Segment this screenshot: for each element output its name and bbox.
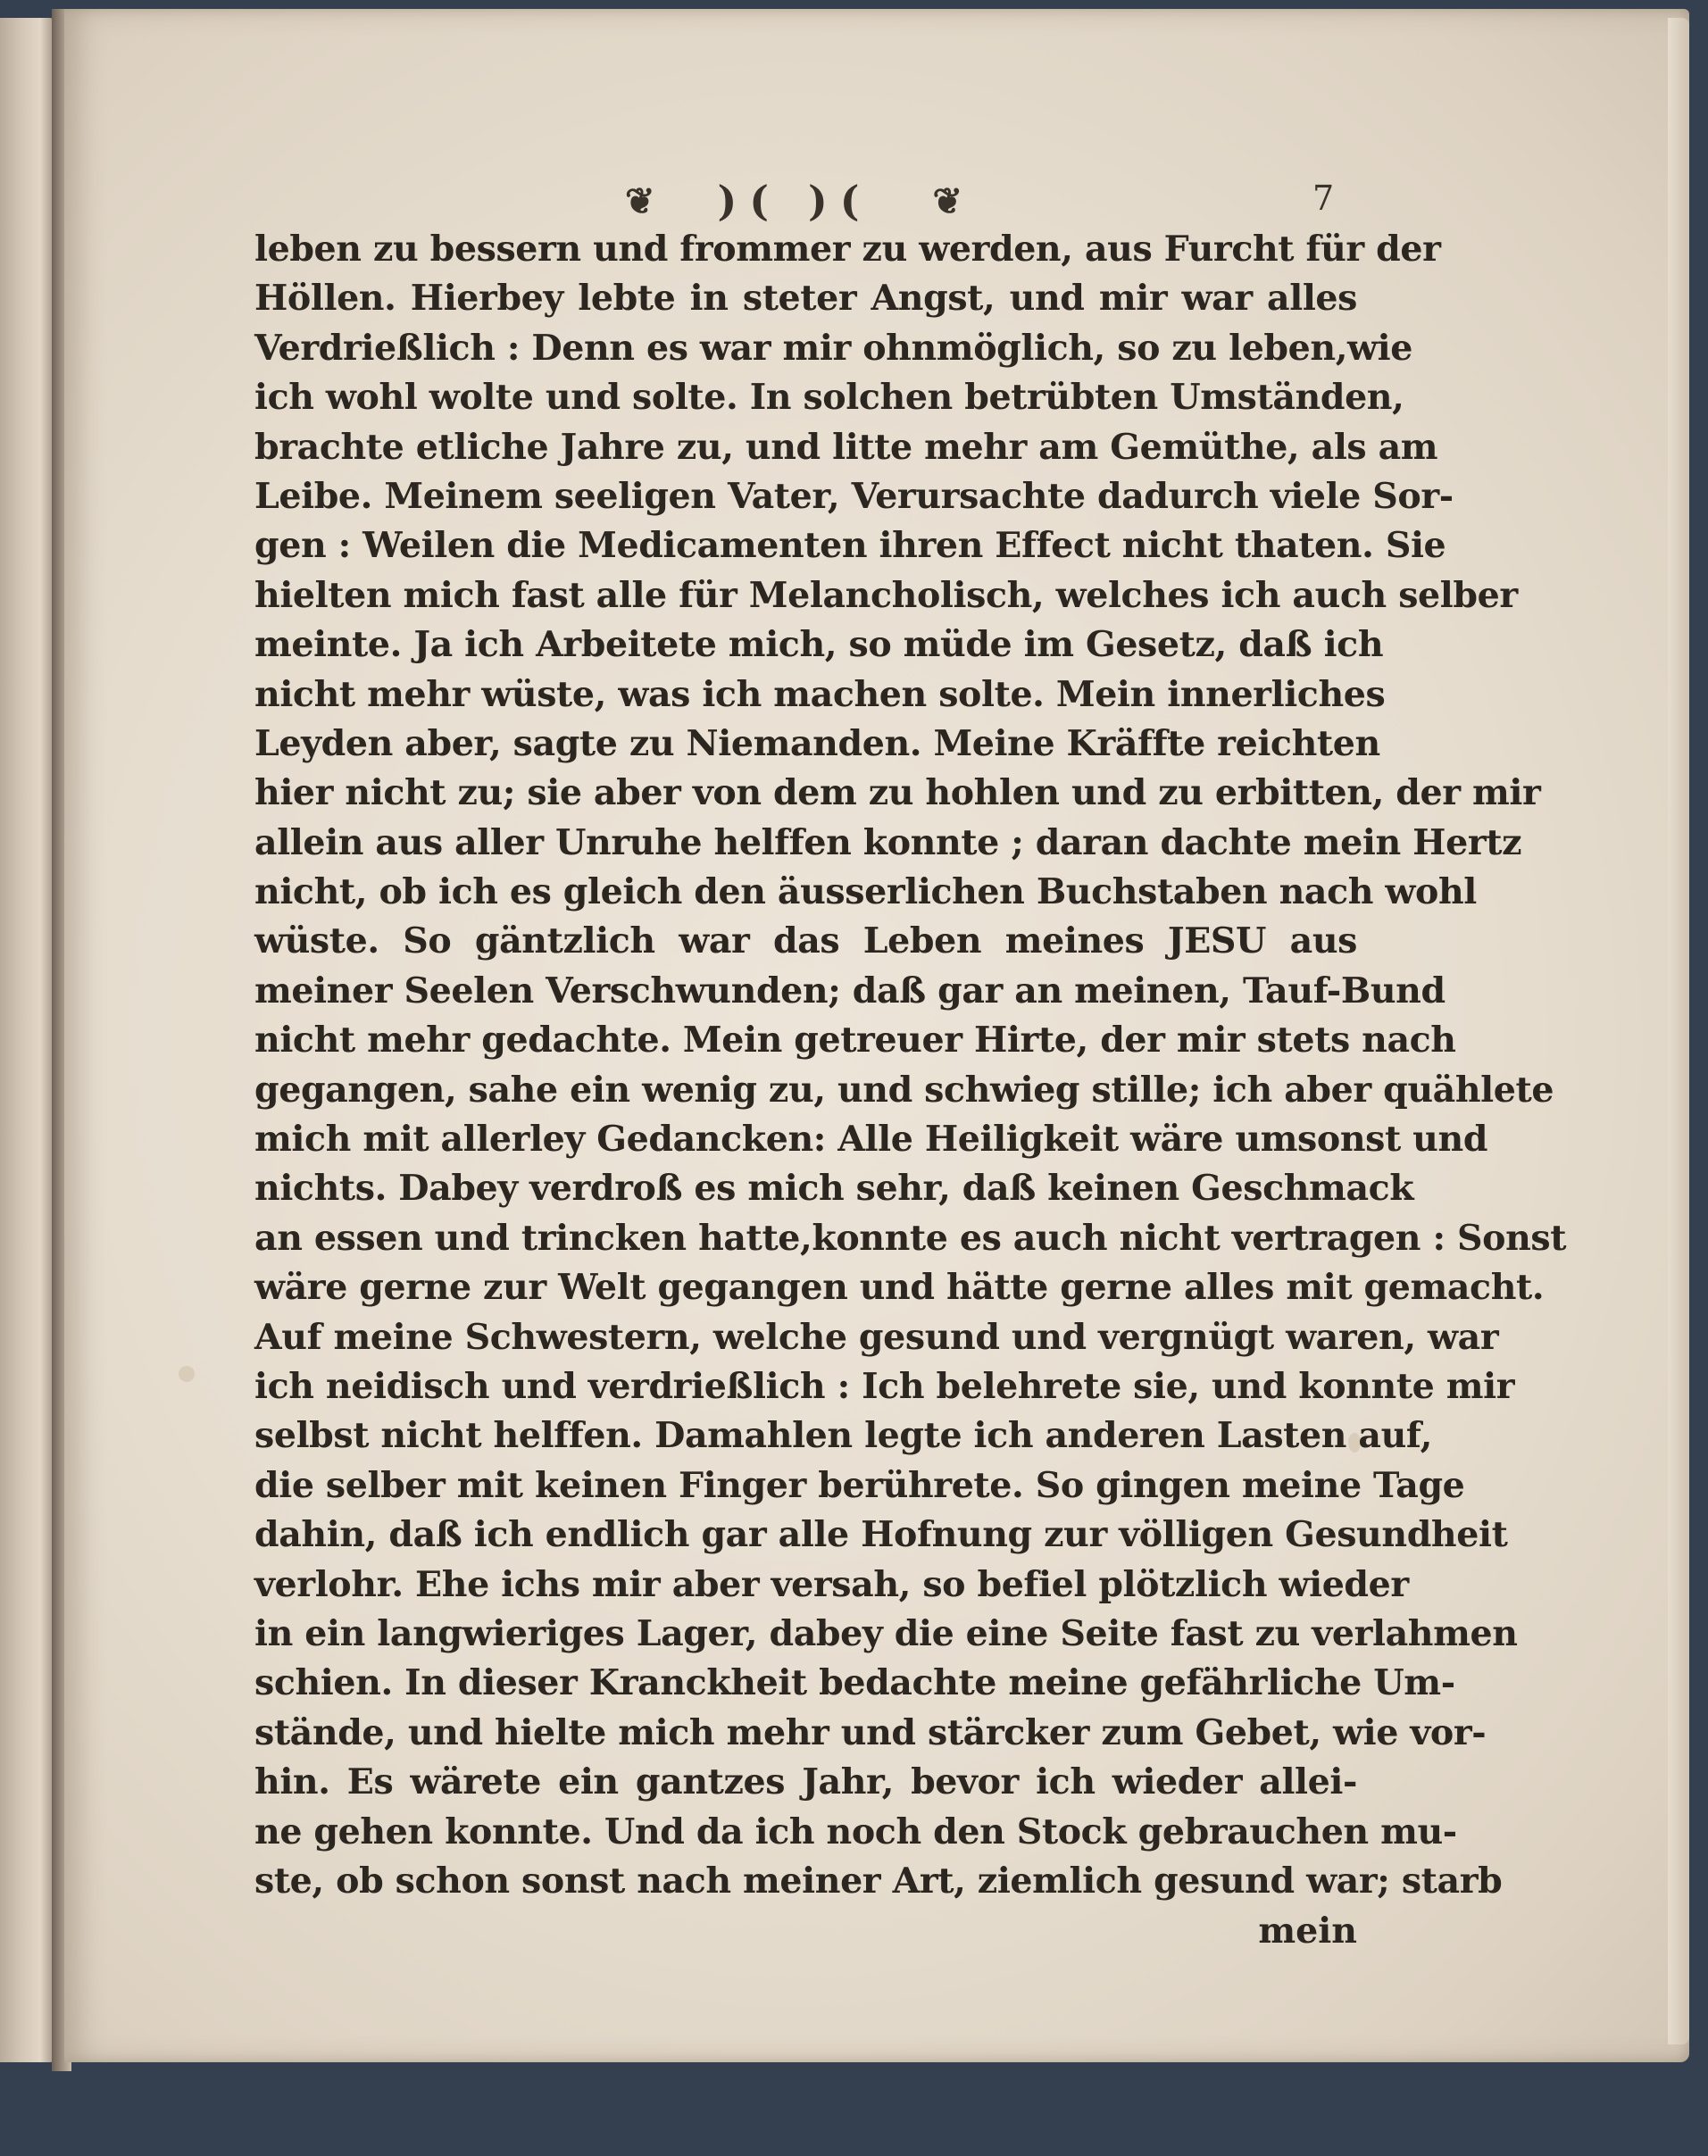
text-line: schien. In dieser Kranckheit bedachte meine gefährliche Um- bbox=[254, 1662, 1455, 1704]
text-line: meinte. Ja ich Arbeitete mich, so müde im Gesetz, daß ich bbox=[254, 624, 1384, 666]
paper-stain bbox=[179, 1366, 195, 1382]
catchword: mein bbox=[1258, 1910, 1357, 1952]
text-line: leben zu bessern und frommer zu werden, aus Furcht für der bbox=[254, 229, 1441, 270]
text-line: hielten mich fast alle für Melancholisch, welches ich auch selber bbox=[254, 574, 1518, 616]
text-line: brachte etliche Jahre zu, und litte mehr am Gemüthe, als am bbox=[254, 426, 1438, 468]
text-line: selbst nicht helffen. Damahlen legte ich anderen Lasten auf, bbox=[254, 1415, 1433, 1457]
text-line: nicht mehr gedachte. Mein getreuer Hirte, der mir stets nach bbox=[254, 1020, 1456, 1061]
text-line: ich neidisch und verdrießlich : Ich belehrete sie, und konnte mir bbox=[254, 1365, 1515, 1407]
text-line: ste, ob schon sonst nach meiner Art, ziemlich gesund war; starb bbox=[254, 1860, 1503, 1902]
text-line: an essen und trincken hatte,konnte es auch nicht vertragen : Sonst bbox=[254, 1217, 1567, 1259]
header-ornament bbox=[625, 174, 964, 228]
text-line: Auf meine Schwestern, welche gesund und vergnügt waren, war bbox=[254, 1316, 1499, 1358]
body-text bbox=[254, 225, 1567, 1906]
text-line: Höllen. Hierbey lebte in steter Angst, und mir war alles bbox=[254, 278, 1357, 320]
page-edge bbox=[1668, 18, 1689, 2044]
text-line: Leibe. Meinem seeligen Vater, Verursachte dadurch viele Sor- bbox=[254, 475, 1454, 517]
ornament-left-flourish: ❦ bbox=[625, 179, 657, 222]
text-line: wäre gerne zur Welt gegangen und hätte gerne alles mit gemacht. bbox=[254, 1267, 1545, 1309]
text-line: wüste. So gäntzlich war das Leben meines JESU aus bbox=[254, 920, 1357, 962]
text-line: in ein langwieriges Lager, dabey die eine Seite fast zu verlahmen bbox=[254, 1612, 1518, 1654]
text-line: allein aus aller Unruhe helffen konnte ; daran dachte mein Hertz bbox=[254, 821, 1522, 863]
text-line: ich wohl wolte und solte. In solchen betrübten Umständen, bbox=[254, 377, 1404, 419]
text-line: mich mit allerley Gedancken: Alle Heiligkeit wäre umsonst und bbox=[254, 1119, 1488, 1161]
text-line: gen : Weilen die Medicamenten ihren Effect nicht thaten. Sie bbox=[254, 525, 1446, 567]
text-line: dahin, daß ich endlich gar alle Hofnung zur völligen Gesundheit bbox=[254, 1514, 1508, 1556]
page-number: 7 bbox=[1312, 179, 1335, 218]
ornament-brackets: )( )( bbox=[717, 177, 872, 225]
text-line: verlohr. Ehe ichs mir aber versah, so befiel plötzlich wieder bbox=[254, 1563, 1409, 1605]
left-page-edge bbox=[0, 18, 54, 2062]
text-line: Verdrießlich : Denn es war mir ohnmöglich, so zu leben,wie bbox=[254, 327, 1412, 369]
text-line: hier nicht zu; sie aber von dem zu hohlen und zu erbitten, der mir bbox=[254, 772, 1541, 814]
text-line: hin. Es wärete ein gantzes Jahr, bevor ich wieder allei- bbox=[254, 1761, 1357, 1803]
ornament-right-flourish: ❦ bbox=[932, 179, 964, 222]
text-line: gegangen, sahe ein wenig zu, und schwieg stille; ich aber quählete bbox=[254, 1069, 1554, 1111]
text-line: nicht, ob ich es gleich den äusserlichen Buchstaben nach wohl bbox=[254, 871, 1477, 913]
text-line: ne gehen konnte. Und da ich noch den Stock gebrauchen mu- bbox=[254, 1811, 1457, 1852]
text-line: nichts. Dabey verdroß es mich sehr, daß keinen Geschmack bbox=[254, 1168, 1414, 1210]
text-line: stände, und hielte mich mehr und stärcker zum Gebet, wie vor- bbox=[254, 1711, 1487, 1753]
text-line: Leyden aber, sagte zu Niemanden. Meine Kräffte reichten bbox=[254, 722, 1380, 764]
text-line: die selber mit keinen Finger berührete. So gingen meine Tage bbox=[254, 1464, 1465, 1506]
text-line: nicht mehr wüste, was ich machen solte. Mein innerliches bbox=[254, 673, 1386, 715]
text-line: meiner Seelen Verschwunden; daß gar an meinen, Tauf-Bund bbox=[254, 970, 1446, 1011]
